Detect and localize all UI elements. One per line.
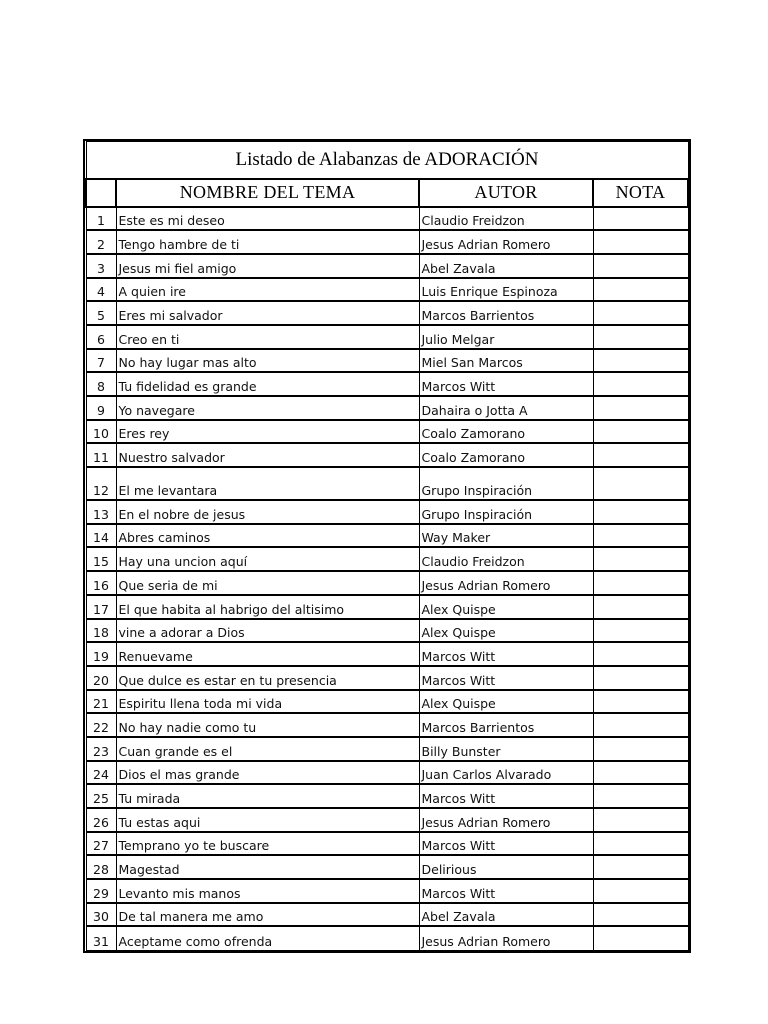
note-cell[interactable]	[593, 808, 688, 832]
author-cell: Delirious	[419, 855, 593, 879]
song-title-cell: En el nobre de jesus	[116, 500, 419, 524]
header-tema: NOMBRE DEL TEMA	[116, 179, 419, 207]
row-number: 29	[86, 879, 116, 903]
table-row	[86, 761, 688, 785]
table-row	[86, 230, 688, 254]
note-cell[interactable]	[593, 443, 688, 467]
song-title-cell: No hay lugar mas alto	[116, 349, 419, 373]
table-row	[86, 325, 688, 349]
song-title-cell: Hay una uncion aquí	[116, 547, 419, 571]
song-title-cell: Renuevame	[116, 642, 419, 666]
song-title-cell: Levanto mis manos	[116, 879, 419, 903]
note-cell[interactable]	[593, 571, 688, 595]
row-number: 1	[86, 207, 116, 231]
note-cell[interactable]	[593, 832, 688, 856]
table-row	[86, 855, 688, 879]
song-title-cell: No hay nadie como tu	[116, 713, 419, 737]
table-row	[86, 301, 688, 325]
song-title-cell: Cuan grande es el	[116, 737, 419, 761]
author-cell: Abel Zavala	[419, 903, 593, 927]
row-number: 12	[86, 467, 116, 500]
row-number: 22	[86, 713, 116, 737]
row-number: 27	[86, 832, 116, 856]
author-cell: Marcos Witt	[419, 879, 593, 903]
note-cell[interactable]	[593, 278, 688, 302]
title-row	[86, 142, 688, 179]
note-cell[interactable]	[593, 372, 688, 396]
author-cell: Marcos Witt	[419, 832, 593, 856]
song-title-cell: Eres rey	[116, 420, 419, 444]
note-cell[interactable]	[593, 713, 688, 737]
row-number: 18	[86, 619, 116, 643]
author-cell: Jesus Adrian Romero	[419, 230, 593, 254]
author-cell: Grupo Inspiración	[419, 500, 593, 524]
table-row	[86, 547, 688, 571]
author-cell: Jesus Adrian Romero	[419, 808, 593, 832]
song-title-cell: Tu estas aqui	[116, 808, 419, 832]
note-cell[interactable]	[593, 325, 688, 349]
table-row	[86, 713, 688, 737]
note-cell[interactable]	[593, 619, 688, 643]
header-num	[86, 179, 116, 207]
row-number: 21	[86, 690, 116, 714]
table-row	[86, 879, 688, 903]
row-number: 30	[86, 903, 116, 927]
table-row	[86, 784, 688, 808]
song-title-cell: Tu fidelidad es grande	[116, 372, 419, 396]
song-title-cell: Tu mirada	[116, 784, 419, 808]
table-row	[86, 926, 688, 950]
table-row	[86, 903, 688, 927]
author-cell: Miel San Marcos	[419, 349, 593, 373]
row-number: 17	[86, 595, 116, 619]
author-cell: Way Maker	[419, 524, 593, 548]
author-cell: Alex Quispe	[419, 690, 593, 714]
song-title-cell: Que seria de mi	[116, 571, 419, 595]
table-row	[86, 690, 688, 714]
row-number: 24	[86, 761, 116, 785]
header-row	[86, 179, 688, 207]
note-cell[interactable]	[593, 737, 688, 761]
note-cell[interactable]	[593, 761, 688, 785]
table-row	[86, 278, 688, 302]
author-cell: Julio Melgar	[419, 325, 593, 349]
note-cell[interactable]	[593, 855, 688, 879]
song-title-cell: vine a adorar a Dios	[116, 619, 419, 643]
row-number: 9	[86, 396, 116, 420]
table-row	[86, 207, 688, 231]
author-cell: Grupo Inspiración	[419, 467, 593, 500]
song-title-cell: Abres caminos	[116, 524, 419, 548]
table-row	[86, 832, 688, 856]
song-title-cell: Aceptame como ofrenda	[116, 926, 419, 950]
author-cell: Alex Quispe	[419, 595, 593, 619]
table-row	[86, 467, 688, 500]
table-row	[86, 571, 688, 595]
song-title-cell: Yo navegare	[116, 396, 419, 420]
note-cell[interactable]	[593, 349, 688, 373]
song-title-cell: Tengo hambre de ti	[116, 230, 419, 254]
table-row	[86, 349, 688, 373]
row-number: 25	[86, 784, 116, 808]
author-cell: Juan Carlos Alvarado	[419, 761, 593, 785]
note-cell[interactable]	[593, 547, 688, 571]
row-number: 7	[86, 349, 116, 373]
author-cell: Coalo Zamorano	[419, 443, 593, 467]
song-title-cell: El que habita al habrigo del altisimo	[116, 595, 419, 619]
header-autor: AUTOR	[419, 179, 593, 207]
song-title-cell: Creo en ti	[116, 325, 419, 349]
song-title-cell: Magestad	[116, 855, 419, 879]
author-cell: Marcos Witt	[419, 642, 593, 666]
note-cell[interactable]	[593, 254, 688, 278]
note-cell[interactable]	[593, 595, 688, 619]
row-number: 2	[86, 230, 116, 254]
song-title-cell: Jesus mi fiel amigo	[116, 254, 419, 278]
note-cell[interactable]	[593, 642, 688, 666]
song-title-cell: Temprano yo te buscare	[116, 832, 419, 856]
row-number: 11	[86, 443, 116, 467]
song-table	[85, 141, 689, 951]
song-title-cell: Nuestro salvador	[116, 443, 419, 467]
author-cell: Marcos Witt	[419, 372, 593, 396]
table-row	[86, 500, 688, 524]
author-cell: Jesus Adrian Romero	[419, 926, 593, 950]
author-cell: Claudio Freidzon	[419, 547, 593, 571]
author-cell: Marcos Barrientos	[419, 301, 593, 325]
note-cell[interactable]	[593, 301, 688, 325]
table-row	[86, 443, 688, 467]
author-cell: Billy Bunster	[419, 737, 593, 761]
note-cell[interactable]	[593, 420, 688, 444]
row-number: 28	[86, 855, 116, 879]
note-cell[interactable]	[593, 524, 688, 548]
author-cell: Marcos Witt	[419, 666, 593, 690]
note-cell[interactable]	[593, 784, 688, 808]
table-row	[86, 737, 688, 761]
row-number: 3	[86, 254, 116, 278]
row-number: 10	[86, 420, 116, 444]
song-title-cell: A quien ire	[116, 278, 419, 302]
table-row	[86, 372, 688, 396]
row-number: 5	[86, 301, 116, 325]
note-cell[interactable]	[593, 926, 688, 950]
song-title-cell: De tal manera me amo	[116, 903, 419, 927]
row-number: 23	[86, 737, 116, 761]
row-number: 26	[86, 808, 116, 832]
author-cell: Coalo Zamorano	[419, 420, 593, 444]
note-cell[interactable]	[593, 903, 688, 927]
song-title-cell: Dios el mas grande	[116, 761, 419, 785]
table-row	[86, 595, 688, 619]
table-row	[86, 396, 688, 420]
table-row	[86, 666, 688, 690]
note-cell[interactable]	[593, 467, 688, 500]
header-nota: NOTA	[593, 179, 688, 207]
row-number: 31	[86, 926, 116, 950]
row-number: 16	[86, 571, 116, 595]
table-row	[86, 524, 688, 548]
author-cell: Marcos Witt	[419, 784, 593, 808]
song-title-cell: Espiritu llena toda mi vida	[116, 690, 419, 714]
note-cell[interactable]	[593, 879, 688, 903]
row-number: 15	[86, 547, 116, 571]
note-cell[interactable]	[593, 690, 688, 714]
row-number: 14	[86, 524, 116, 548]
row-number: 20	[86, 666, 116, 690]
song-title-cell: El me levantara	[116, 467, 419, 500]
table-row	[86, 254, 688, 278]
table-row	[86, 420, 688, 444]
note-cell[interactable]	[593, 666, 688, 690]
table-row	[86, 619, 688, 643]
page-title: Listado de Alabanzas de ADORACIÓN	[86, 142, 688, 179]
row-number: 8	[86, 372, 116, 396]
song-title-cell: Que dulce es estar en tu presencia	[116, 666, 419, 690]
song-list-sheet	[83, 139, 691, 953]
note-cell[interactable]	[593, 396, 688, 420]
table-row	[86, 808, 688, 832]
author-cell: Alex Quispe	[419, 619, 593, 643]
song-title-cell: Este es mi deseo	[116, 207, 419, 231]
note-cell[interactable]	[593, 500, 688, 524]
row-number: 4	[86, 278, 116, 302]
author-cell: Claudio Freidzon	[419, 207, 593, 231]
author-cell: Abel Zavala	[419, 254, 593, 278]
author-cell: Jesus Adrian Romero	[419, 571, 593, 595]
row-number: 19	[86, 642, 116, 666]
author-cell: Luis Enrique Espinoza	[419, 278, 593, 302]
row-number: 6	[86, 325, 116, 349]
table-row	[86, 642, 688, 666]
note-cell[interactable]	[593, 230, 688, 254]
row-number: 13	[86, 500, 116, 524]
author-cell: Dahaira o Jotta A	[419, 396, 593, 420]
song-title-cell: Eres mi salvador	[116, 301, 419, 325]
note-cell[interactable]	[593, 207, 688, 231]
author-cell: Marcos Barrientos	[419, 713, 593, 737]
